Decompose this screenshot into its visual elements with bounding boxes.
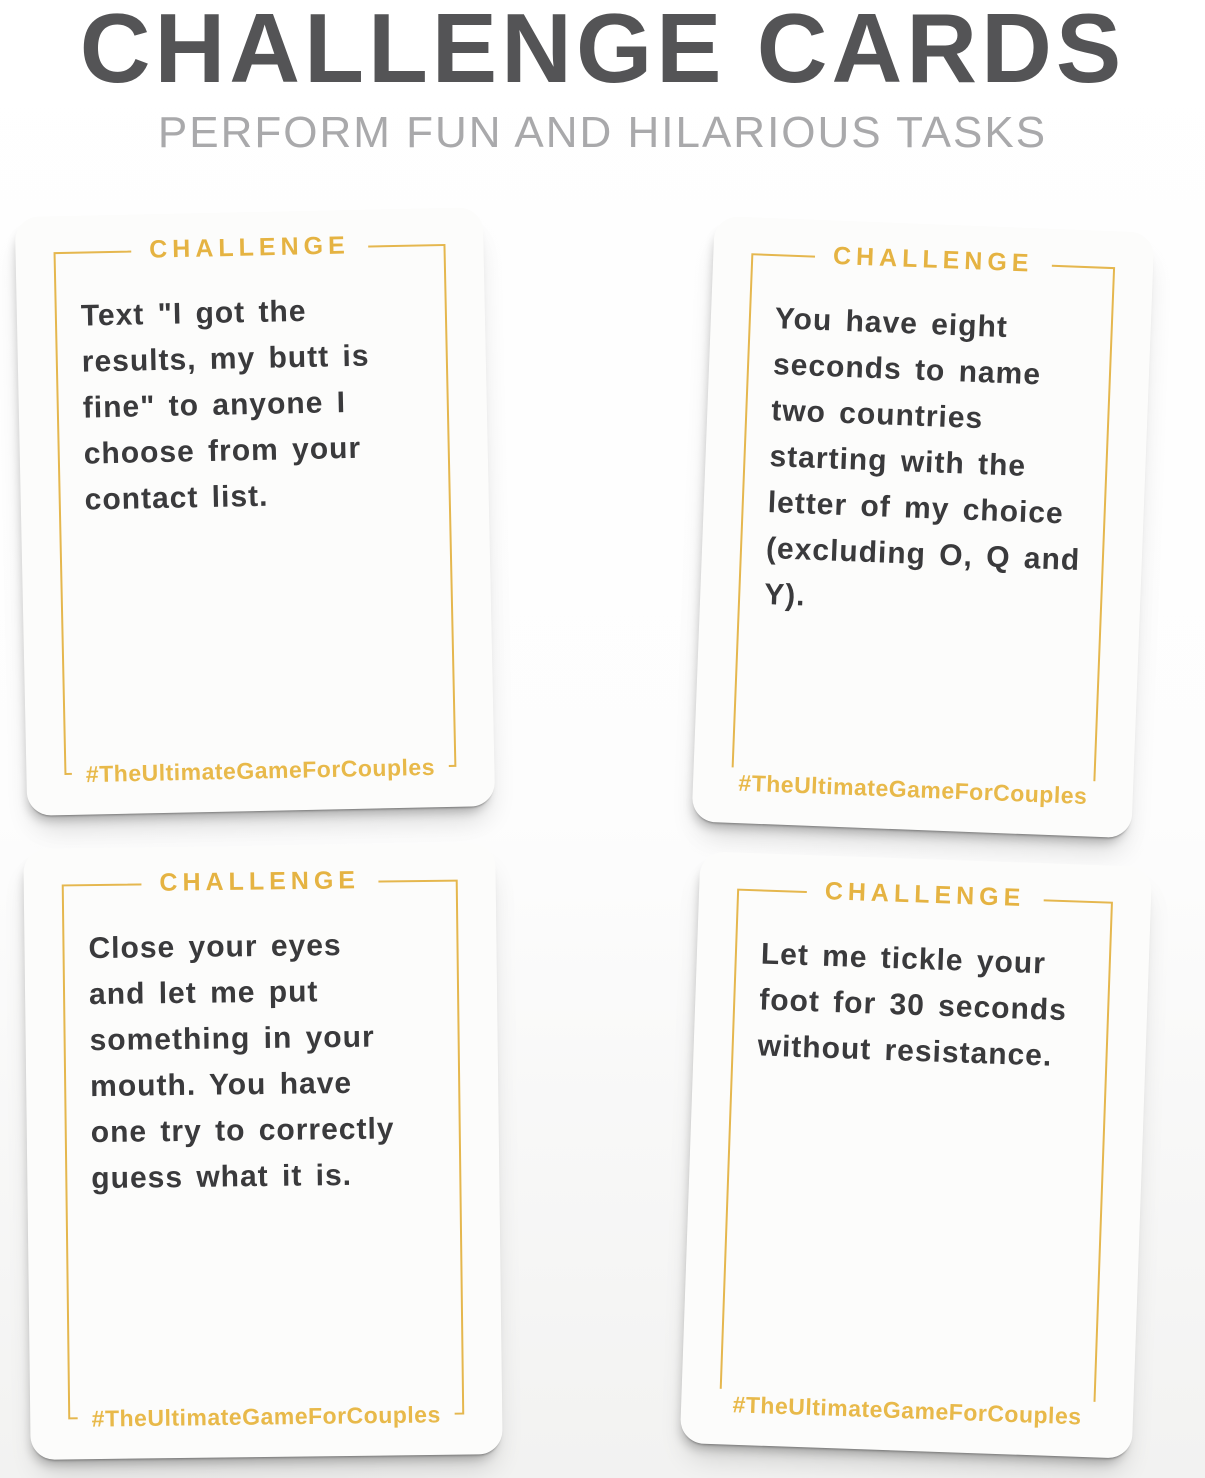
challenge-card-top-right bbox=[692, 216, 1155, 838]
card-header-label: CHALLENGE bbox=[141, 864, 378, 900]
card-header-label: CHALLENGE bbox=[814, 239, 1052, 281]
card-footer-hashtag: #TheUltimateGameForCouples bbox=[77, 1399, 454, 1435]
card-header-label: CHALLENGE bbox=[806, 875, 1044, 916]
challenge-card-bottom-left bbox=[23, 843, 502, 1460]
page-title: CHALLENGE CARDS bbox=[79, 0, 1126, 103]
page-subtitle: PERFORM FUN AND HILARIOUS TASKS bbox=[157, 107, 1048, 157]
card-footer-hashtag: #TheUltimateGameForCouples bbox=[72, 751, 450, 790]
card-body-text: You have eight seconds to name two countries starting with the letter of my choice (excluding O, Q and Y). bbox=[763, 302, 1081, 613]
card-header-label: CHALLENGE bbox=[131, 229, 368, 267]
card-body-text: Text "I got the results, my butt is fine" to anyone I choose from your contact list. bbox=[80, 294, 370, 517]
card-footer-hashtag: #TheUltimateGameForCouples bbox=[718, 1389, 1096, 1433]
challenge-card-top-left bbox=[15, 207, 495, 816]
card-body-text: Let me tickle your foot for 30 seconds without resistance. bbox=[757, 937, 1068, 1073]
page-header bbox=[0, 0, 1205, 157]
card-body-text: Close your eyes and let me put something in your mouth. You have one try to correctly guess what it is. bbox=[88, 929, 395, 1196]
challenge-card-bottom-right bbox=[680, 851, 1152, 1458]
card-footer-hashtag: #TheUltimateGameForCouples bbox=[724, 767, 1102, 812]
